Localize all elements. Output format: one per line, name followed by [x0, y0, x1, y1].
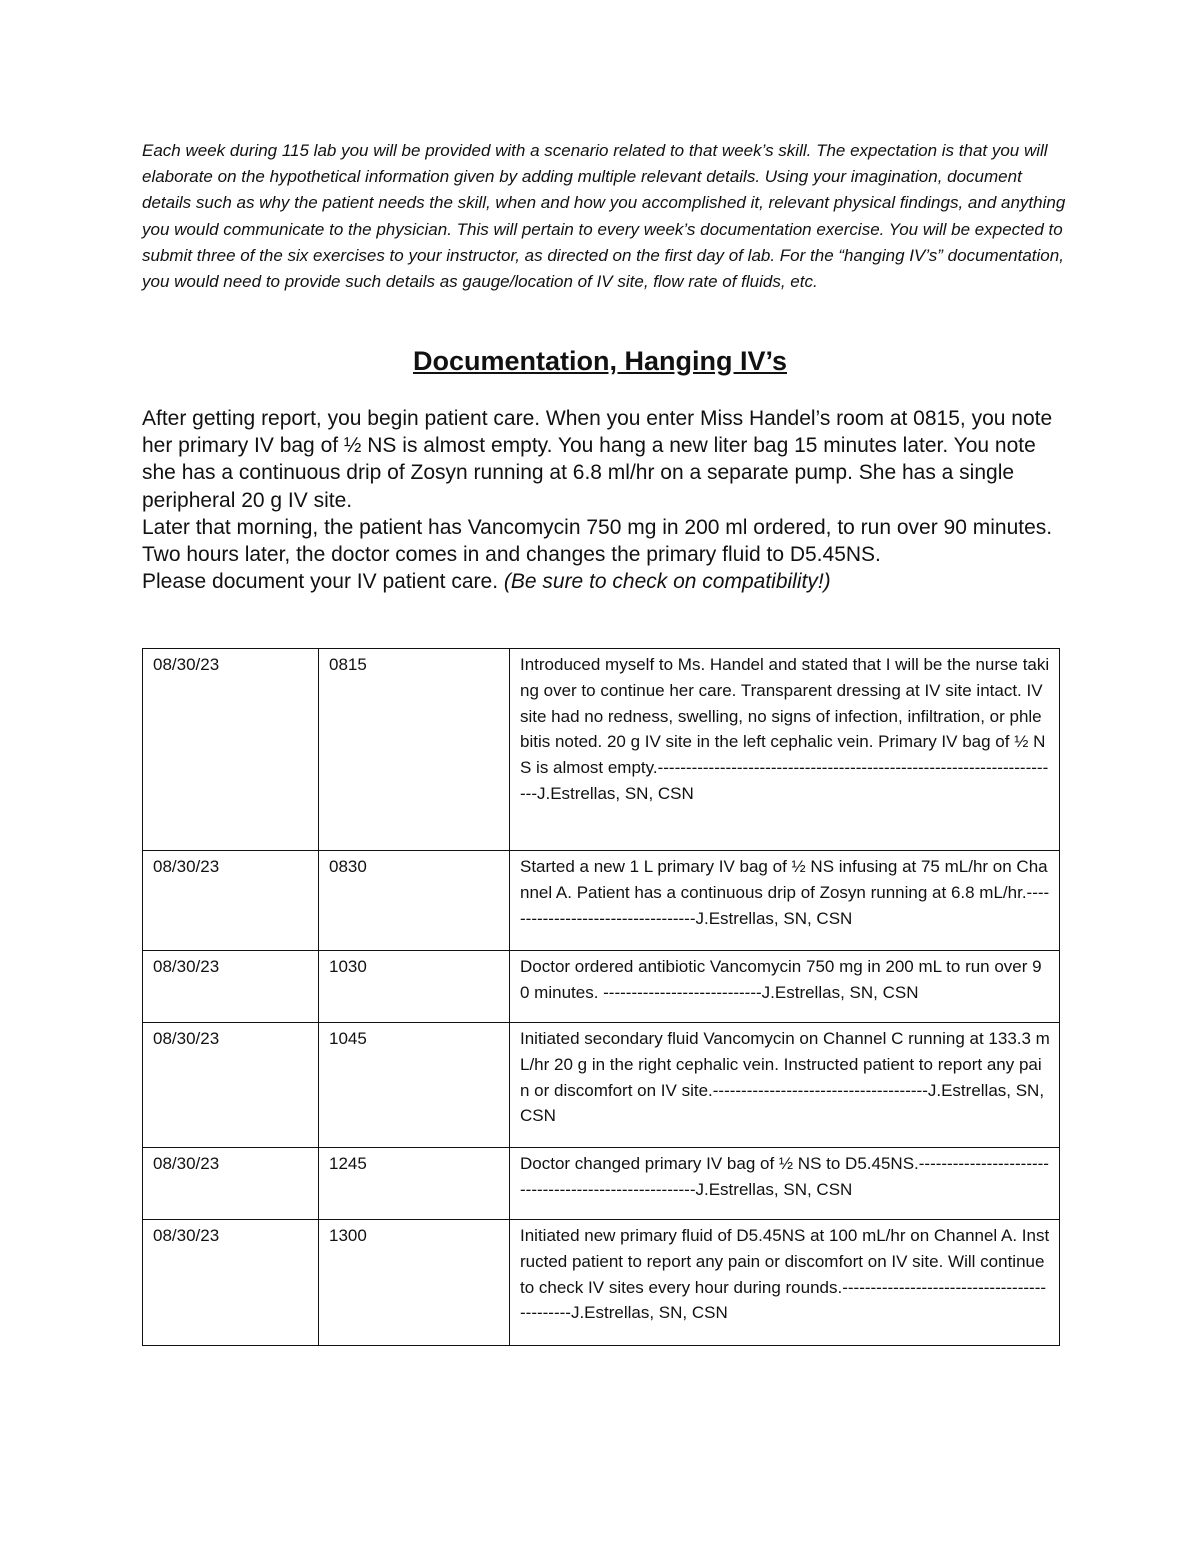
- page-title: Documentation, Hanging IV’s: [412, 346, 788, 376]
- table-row: [143, 1023, 1060, 1148]
- scenario-paragraph-2: Later that morning, the patient has Vancomycin 750 mg in 200 ml ordered, to run over 90 minutes.: [142, 515, 1053, 539]
- entry-time: 1030: [319, 951, 510, 1023]
- entry-note: Introduced myself to Ms. Handel and stated that I will be the nurse taking over to continue her care. Transparent dressing at IV site intact. IV site had no redness, swelling, no signs of infection, infiltration, or phlebitis noted. 20 g IV site in the left cephalic vein. Primary IV bag of ½ NS is almost empty.------------------------------------------------------------------------J.Estrellas, SN, CSN: [510, 649, 1060, 851]
- intro-paragraph: Each week during 115 lab you will be provided with a scenario related to that week’s skill. The expectation is that you will elaborate on the hypothetical information given by adding multiple relevant details. Using your imagination, document details such as why the patient needs the skill, when and how you accomplished it, relevant physical findings, and anything you would communicate to the physician. This will pertain to every week’s documentation exercise. You will be expected to submit three of the six exercises to your instructor, as directed on the first day of lab. For the “hanging IV’s” documentation, you would need to provide such details as gauge/location of IV site, flow rate of fluids, etc.: [142, 141, 1066, 292]
- table-row: [143, 1220, 1060, 1346]
- entry-note: Started a new 1 L primary IV bag of ½ NS infusing at 75 mL/hr on Channel A. Patient has a continuous drip of Zosyn running at 6.8 mL/hr.-----------------------------------J.Estrellas, SN, CSN: [510, 851, 1060, 951]
- entry-date: 08/30/23: [143, 851, 319, 951]
- scenario-paragraph-4: [142, 568, 1072, 595]
- scenario-block: [142, 405, 1072, 595]
- entry-note: Initiated new primary fluid of D5.45NS at 100 mL/hr on Channel A. Instructed patient to report any pain or discomfort on IV site. Will continue to check IV sites every hour during rounds.---------------------------------------------J.Estrellas, SN, CSN: [510, 1220, 1060, 1346]
- entry-time: 1245: [319, 1148, 510, 1220]
- entry-note: Doctor changed primary IV bag of ½ NS to D5.45NS.------------------------------------------------------J.Estrellas, SN, CSN: [510, 1148, 1060, 1220]
- table-row: [143, 649, 1060, 851]
- table-row: [143, 1148, 1060, 1220]
- entry-note: Initiated secondary fluid Vancomycin on Channel C running at 133.3 mL/hr 20 g in the right cephalic vein. Instructed patient to report any pain or discomfort on IV site.--------------------------------------J.Estrellas, SN, CSN: [510, 1023, 1060, 1148]
- entry-date: 08/30/23: [143, 1148, 319, 1220]
- entry-date: 08/30/23: [143, 1023, 319, 1148]
- scenario-paragraph-3: Two hours later, the doctor comes in and changes the primary fluid to D5.45NS.: [142, 543, 881, 567]
- entry-time: 0815: [319, 649, 510, 851]
- entry-time: 1300: [319, 1220, 510, 1346]
- scenario-paragraph-1: After getting report, you begin patient care. When you enter Miss Handel’s room at 0815, you note her primary IV bag of ½ NS is almost empty. You hang a new liter bag 15 minutes later. You note she has a continuous drip of Zosyn running at 6.8 ml/hr on a separate pump. She has a single peripheral 20 g IV site.: [142, 407, 1053, 512]
- entry-time: 0830: [319, 851, 510, 951]
- table-row: [143, 951, 1060, 1023]
- entry-date: 08/30/23: [143, 649, 319, 851]
- scenario-emphasis: (Be sure to check on compatibility!): [503, 570, 831, 594]
- documentation-table: [142, 648, 1060, 1346]
- scenario-instruction: Please document your IV patient care.: [142, 570, 504, 594]
- table-row: [143, 851, 1060, 951]
- entry-date: 08/30/23: [143, 1220, 319, 1346]
- entry-note: Doctor ordered antibiotic Vancomycin 750 mg in 200 mL to run over 90 minutes. ----------------------------J.Estrellas, SN, CSN: [510, 951, 1060, 1023]
- entry-date: 08/30/23: [143, 951, 319, 1023]
- entry-time: 1045: [319, 1023, 510, 1148]
